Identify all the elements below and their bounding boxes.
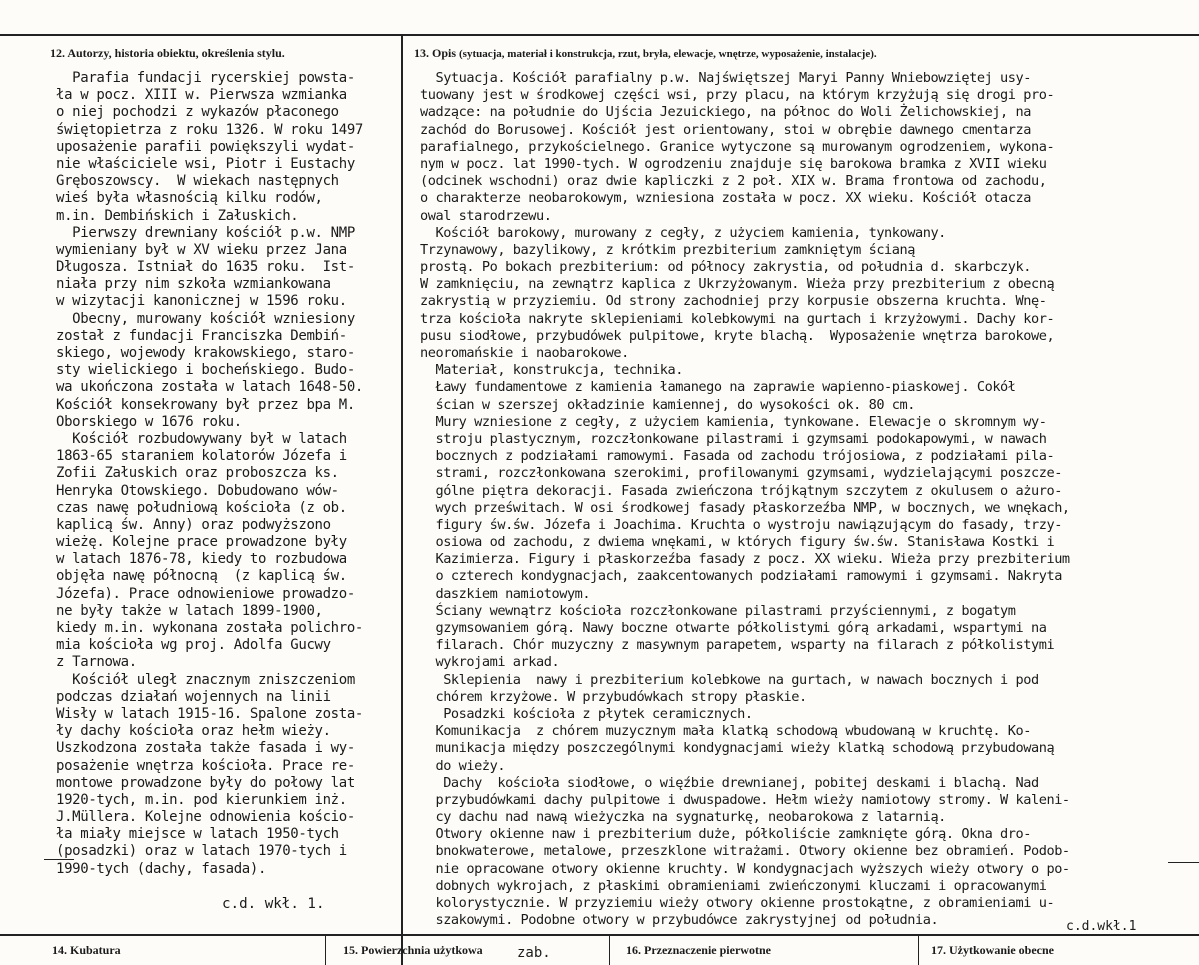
- text-line: wych prześwitach. W osi środkowej fasady płaskorzeźba NMP, w bocznych, we wnękach,: [420, 499, 1070, 516]
- text-line: do wieży.: [420, 757, 506, 774]
- text-line: nie opracowane otwory okienne kruchty. W kondygnacjach wyższych wieży otwory o po-: [420, 860, 1070, 877]
- text-line: Parafia fundacji rycerskiej powsta-: [56, 70, 355, 86]
- text-line: czas nawę południową kościoła (z ob.: [56, 499, 347, 516]
- text-line: tuowany jest w środkowej części wsi, przy placu, na którym krzyżują się drogi pro-: [420, 87, 1055, 104]
- text-line: chórem krzyżowe. W przybudówkach stropy płaskie.: [420, 688, 807, 705]
- text-line: parafialnego, przykościelnego. Granice wytyczone są murowanym ogrodzeniem, wykona-: [420, 138, 1055, 155]
- text-line: stroju plastycznym, rozczłonkowane pilastrami i gzymsami podokapowymi, w nawach: [420, 430, 1047, 447]
- text-line: Uszkodzona została także fasada i wy-: [56, 740, 355, 757]
- text-line: Henryka Otowskiego. Dobudowano wów-: [56, 482, 339, 499]
- text-line: pusu siodłowe, przybudówek pulpitowe, kryte blachą. Wyposażenie wnętrza barokowe,: [420, 327, 1055, 344]
- text-line: Ściany wewnątrz kościoła rozczłonkowane pilastrami przyściennymi, z bogatym: [420, 602, 1016, 619]
- text-line: w wizytacji kanonicznej w 1596 roku.: [56, 293, 347, 310]
- text-line: podczas działań wojennych na linii: [56, 688, 331, 705]
- text-line: Trzynawowy, bazylikowy, z krótkim prezbiterium zamkniętym ścianą: [420, 241, 915, 258]
- text-line: ły dachy kościoła oraz hełm wieży.: [56, 723, 331, 740]
- section-13-header-rest: (sytuacja, materiał i konstrukcja, rzut, bryła, elewacje, wnętrze, wyposażenie, instalacje).: [459, 48, 877, 60]
- footer-rule: [0, 934, 1199, 936]
- text-line: niała przy nim szkoła wzmiankowana: [56, 276, 331, 293]
- section-13-text: [420, 70, 1070, 929]
- text-line: Komunikacja z chórem muzycznym mała klatką schodową wbudowaną w kruchtę. Ko-: [420, 723, 1031, 740]
- text-line: figury św.św. Józefa i Joachima. Kruchta o wystroju nawiązującym do fasady, trzy-: [420, 516, 1062, 533]
- text-line: montowe prowadzone były do połowy lat: [56, 774, 355, 791]
- text-line: owal starodrzewu.: [420, 207, 552, 224]
- text-line: Sklepienia nawy i prezbiterium kolebkowe na gurtach, w nawach bocznych i pod: [420, 671, 1039, 688]
- text-line: cy dachu nad nawą wieżyczka na sygnaturkę, neobarokowa z latarnią.: [420, 809, 946, 826]
- text-line: ła miały miejsce w latach 1950-tych: [56, 826, 339, 843]
- text-line: Ławy fundamentowe z kamienia łamanego na zaprawie wapienno-piaskowej. Cokół: [420, 379, 1016, 396]
- footer-divider-15: [325, 934, 326, 965]
- text-line: z Tarnowa.: [56, 654, 137, 671]
- text-line: Sytuacja. Kościół parafialny p.w. Najświętszej Maryi Panny Wniebowziętej usy-: [420, 70, 1031, 86]
- text-line: 1920-tych, m.in. pod kierunkiem inż.: [56, 791, 347, 808]
- text-line: zachód do Borusowej. Kościół jest orientowany, stoi w obrębie dawnego cmentarza: [420, 121, 1031, 138]
- text-line: Pierwszy drewniany kościół p.w. NMP: [56, 224, 355, 241]
- text-line: mia kościoła wg proj. Adolfa Gucwy: [56, 637, 331, 654]
- text-line: bnokwaterowe, metalowe, przeszklone witrażami. Otwory okienne bez obramień. Podob-: [420, 843, 1070, 860]
- text-line: neoromańskie i naobarokowe.: [420, 345, 629, 361]
- text-line: uposażenie parafii powiększyli wydat-: [56, 138, 355, 155]
- text-line: strami, rozczłonkowana szerokimi, profilowanymi gzymsami, wydzielającymi poszcze-: [420, 465, 1062, 482]
- text-line: objęła nawę północną (z kaplicą św.: [56, 568, 347, 585]
- text-line: Materiał, konstrukcja, technika.: [420, 362, 683, 379]
- section-13-header-main: 13. Opis: [414, 46, 457, 60]
- text-line: 1990-tych (dachy, fasada).: [56, 860, 267, 877]
- text-line: ła w pocz. XIII w. Pierwsza wzmianka: [56, 87, 347, 104]
- text-line: munikacja między poszczególnymi kondygnacjami wieży klatką schodową przybudowaną: [420, 740, 1055, 757]
- text-line: nie właściciele wsi, Piotr i Eustachy: [56, 155, 355, 172]
- text-line: Dachy kościoła siodłowe, o więźbie drewnianej, pobitej deskami i blachą. Nad: [420, 774, 1039, 791]
- footer-przeznaczenie: 16. Przeznaczenie pierwotne: [626, 943, 771, 957]
- section-12-header: 12. Autorzy, historia obiektu, określenia stylu.: [50, 46, 285, 60]
- text-line: wadzące: na południe do Ujścia Jezuickiego, na północ do Woli Żelichowskiej, na: [420, 104, 1031, 121]
- text-line: o charakterze neobarokowym, wzniesiona została w pocz. XX wieku. Kościół otacza: [420, 190, 1031, 207]
- text-line: gzymsowaniem górą. Nawy boczne otwarte półkolistymi górą arkadami, wspartymi na: [420, 620, 1047, 636]
- text-line: (odcinek wschodni) oraz dwie kapliczki z 2 poł. XIX w. Brama frontowa od zachodu,: [420, 173, 1047, 190]
- section-12-continuation: c.d. wkł. 1.: [222, 896, 325, 912]
- text-line: Kościół konsekrowany był przez bpa M.: [56, 396, 355, 413]
- text-line: szakowymi. Podobne otwory w przybudówce zakrystyjnej od południa.: [420, 912, 939, 929]
- footer-kubatura: 14. Kubatura: [52, 943, 121, 957]
- section-13-continuation: c.d.wkł.1: [1066, 919, 1137, 934]
- text-line: wymieniany był w XV wieku przez Jana: [56, 241, 347, 258]
- text-line: nym w pocz. lat 1990-tych. W ogrodzeniu znajduje się barokowa bramka z XVII wieku: [420, 155, 1047, 172]
- text-line: prostą. Po bokach prezbiterium: od północy zakrystia, od południa d. skarbczyk.: [420, 259, 1031, 276]
- text-line: kiedy m.in. wykonana została polichro-: [56, 620, 363, 636]
- section-12-text: [56, 70, 363, 878]
- text-line: gólne piętra dekoracji. Fasada zwieńczona trójkątnym szczytem z okulusem o ażuro-: [420, 482, 1062, 499]
- section-13-header: [414, 46, 877, 61]
- text-line: zakrystią w przyziemiu. Od strony zachodniej przy korpusie obszerna kruchta. Wnę-: [420, 293, 1047, 310]
- text-line: Józefa). Prace odnowieniowe prowadzo-: [56, 585, 355, 602]
- text-line: filarach. Chór muzyczny z masywnym parapetem, wsparty na filarach z półkolistymi: [420, 637, 1055, 654]
- text-line: o niej pochodzi z wykazów płaconego: [56, 104, 339, 121]
- text-line: Kościół uległ znacznym zniszczeniom: [56, 671, 355, 688]
- text-line: 1863-65 staraniem kolatorów Józefa i: [56, 448, 347, 465]
- text-line: bocznych z podziałami ramowymi. Fasada od zachodu trójosiowa, z podziałami pila-: [420, 448, 1055, 465]
- text-line: kolorystycznie. W przyziemiu wieży otwory okienne prostokątne, z obramieniami u-: [420, 895, 1055, 911]
- text-line: w latach 1876-78, kiedy to rozbudowa: [56, 551, 347, 568]
- text-line: osiowa od zachodu, z dwiema wnękami, w których figury św.św. Stanisława Kostki i: [420, 534, 1055, 551]
- text-line: sty wielickiego i bocheńskiego. Budo-: [56, 362, 355, 379]
- text-line: wieżę. Kolejne prace prowadzone były: [56, 534, 347, 551]
- top-rule: [0, 34, 1199, 36]
- text-line: Oborskiego w 1676 roku.: [56, 413, 242, 430]
- text-line: Wisły w latach 1915-16. Spalone zosta-: [56, 705, 363, 722]
- text-line: wykrojami arkad.: [420, 654, 560, 671]
- footer-uzytkowanie: 17. Użytkowanie obecne: [931, 943, 1054, 957]
- text-line: dobnych wykrojach, z płaskimi obramieniami zwieńczonymi kluczami i opracowanymi: [420, 877, 1047, 894]
- text-line: przybudówkami dachy pulpitowe i dwuspadowe. Hełm wieży namiotowy stromy. W kaleni-: [420, 791, 1070, 808]
- text-line: ne były także w latach 1899-1900,: [56, 602, 323, 619]
- margin-mark: [1168, 862, 1199, 863]
- text-line: Gręboszowscy. W wiekach następnych: [56, 173, 339, 190]
- text-line: m.in. Dembińskich i Załuskich.: [56, 207, 299, 224]
- text-line: (posadzki) oraz w latach 1970-tych i: [56, 843, 347, 860]
- text-line: ścian w szerszej okładzinie kamiennej, do wysokości ok. 80 cm.: [420, 396, 915, 413]
- text-line: Długosza. Istniał do 1635 roku. Ist-: [56, 259, 355, 276]
- text-line: Kazimierza. Figury i płaskorzeźba fasady z pocz. XX wieku. Wieża przy prezbiterium: [420, 551, 1070, 568]
- text-line: skiego, wojewody krakowskiego, staro-: [56, 345, 355, 361]
- text-line: został z fundacji Franciszka Dembiń-: [56, 327, 347, 344]
- column-divider: [401, 34, 403, 965]
- text-line: posażenie wnętrza kościoła. Prace re-: [56, 757, 355, 774]
- text-line: Mury wzniesione z cegły, z użyciem kamienia, tynkowane. Elewacje o skromnym wy-: [420, 413, 1047, 430]
- text-line: wieś była własnością kilku rodów,: [56, 190, 323, 207]
- handwritten-stamp: zab.: [517, 945, 551, 961]
- text-line: o czterech kondygnacjach, zaakcentowanych podziałami ramowymi i gzymsami. Nakryta: [420, 568, 1062, 585]
- text-line: wa ukończona została w latach 1648-50.: [56, 379, 363, 396]
- text-line: daszkiem namiotowym.: [420, 585, 591, 602]
- footer-divider-16: [609, 934, 610, 965]
- text-line: Obecny, murowany kościół wzniesiony: [56, 310, 355, 327]
- text-line: J.Müllera. Kolejne odnowienia kościo-: [56, 809, 355, 826]
- text-line: Otwory okienne naw i prezbiterium duże, półkoliście zamknięte górą. Okna dro-: [420, 826, 1031, 843]
- text-line: trza kościoła nakryte sklepieniami kolebkowymi na gurtach i krzyżowymi. Dachy kor-: [420, 310, 1055, 327]
- text-line: świętopietrza z roku 1326. W roku 1497: [56, 121, 363, 138]
- text-line: Posadzki kościoła z płytek ceramicznych.: [420, 705, 753, 722]
- text-line: Kościół barokowy, murowany z cegły, z użyciem kamienia, tynkowany.: [420, 224, 946, 241]
- text-line: kaplicą św. Anny) oraz podwyższono: [56, 516, 331, 533]
- text-line: W zamknięciu, na zewnątrz kaplica z Ukrzyżowanym. Wieża przy prezbiterium z obecną: [420, 276, 1055, 293]
- footer-powierzchnia: 15. Powierzchnia użytkowa: [343, 943, 483, 957]
- text-line: Kościół rozbudowywany był w latach: [56, 430, 347, 447]
- footer-divider-17: [918, 934, 919, 965]
- text-line: Zofii Załuskich oraz proboszcza ks.: [56, 465, 339, 482]
